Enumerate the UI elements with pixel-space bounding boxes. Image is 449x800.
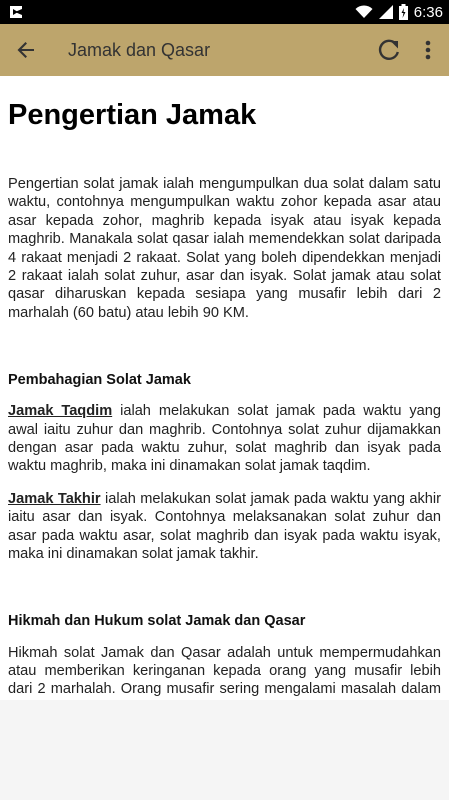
intro-paragraph: Pengertian solat jamak ialah mengumpulkan dua solat dalam satu waktu, contohnya mengumpulkan waktu zohor kepada asar atau asar kepada zohor, maghrib kepada isyak atau isyak kepada maghrib. Manakala solat qasar ialah memendekkan solat daripada 4 rakaat menjadi 2 rakaat. Solat yang boleh dipendekkan menjadi 2 rakaat ialah solat zuhur, asar dan isyak. Solat jamak atau solat qasar diharuskan kepada sesiapa yang musafir lebih dari 2 marhalah (60 batu) atau lebih 90 KM. <box>8 176 441 321</box>
jamak-takhir-term: Jamak Takhir <box>8 490 101 507</box>
app-bar-title: Jamak dan Qasar <box>68 40 211 60</box>
jamak-taqdim-term: Jamak Taqdim <box>8 403 113 420</box>
signal-icon <box>379 5 393 19</box>
jamak-takhir-paragraph <box>8 490 441 564</box>
hikmah-paragraph: Hikmah solat Jamak dan Qasar adalah untuk mempermudahkan atau memberikan keringanan kepada orang yang musafir lebih dari 2 marhalah. Orang musafir sering mengalami masalah dalam <box>8 644 441 698</box>
app-notification-icon <box>8 4 24 20</box>
app-bar <box>0 24 449 76</box>
refresh-icon[interactable] <box>376 37 402 63</box>
status-bar <box>0 0 449 24</box>
more-vert-icon[interactable] <box>418 37 438 63</box>
status-time: 6:36 <box>413 3 443 21</box>
jamak-taqdim-text: ialah melakukan solat jamak pada waktu yang awal iaitu zuhur dan maghrib. Contohnya solat zuhur dijamakkan dengan asar pada waktu zuhur, solat maghrib dan isyak pada waktu maghrib, maka ini dinamakan solat jamak taqdim. <box>8 403 441 475</box>
empty-bottom-area <box>0 700 449 800</box>
section-heading-pembahagian: Pembahagian Solat Jamak <box>8 372 191 389</box>
status-icons <box>355 0 443 24</box>
back-arrow-icon[interactable] <box>12 36 40 64</box>
jamak-taqdim-paragraph <box>8 402 441 476</box>
battery-icon <box>399 4 408 20</box>
wifi-icon <box>355 5 373 19</box>
article-content[interactable] <box>0 76 449 700</box>
section-heading-hikmah: Hikmah dan Hukum solat Jamak dan Qasar <box>8 612 306 629</box>
article-title: Pengertian Jamak <box>8 99 257 131</box>
jamak-takhir-text: ialah melakukan solat jamak pada waktu yang akhir iaitu asar dan isyak. Contohnya melaksanakan solat zuhur dan asar pada waktu asar, solat maghrib dan isyak pada waktu isyak, maka ini dinamakan solat jamak takhir. <box>8 490 441 563</box>
